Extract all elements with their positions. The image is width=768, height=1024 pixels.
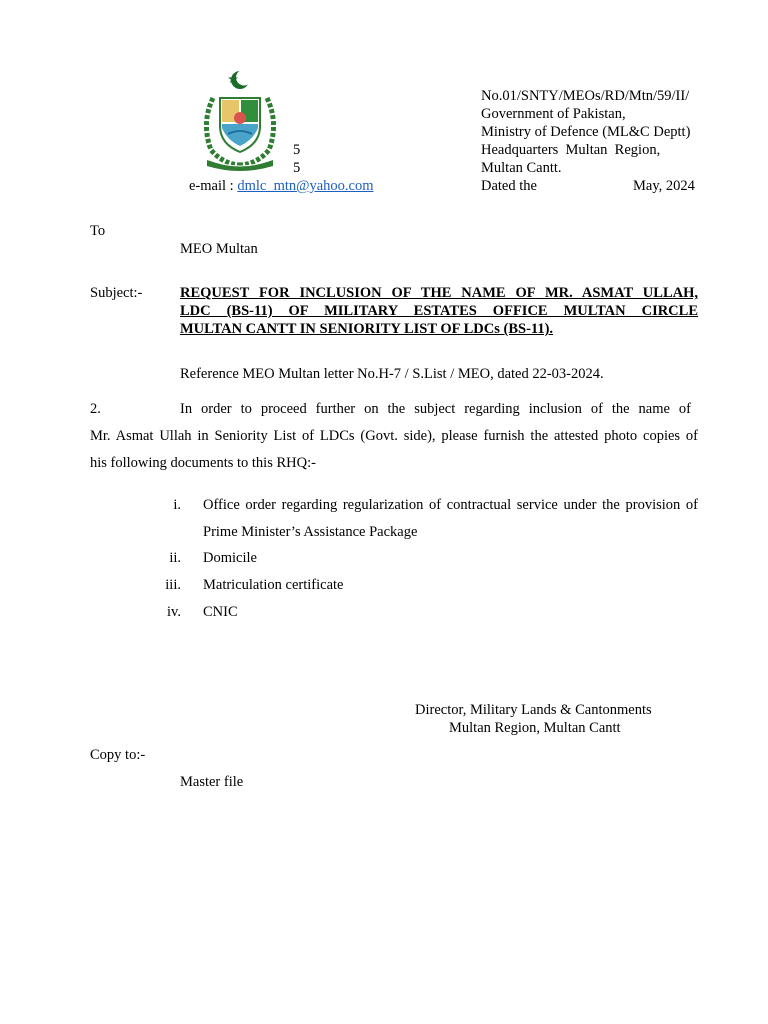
to-label: To bbox=[90, 223, 106, 239]
subject-line: LDC (BS-11) OF MILITARY ESTATES OFFICE MULTAN CIRCLE bbox=[180, 303, 698, 319]
paragraph-line: Mr. Asmat Ullah in Seniority List of LDCs (Govt. side), please furnish the attested photo copies of bbox=[90, 428, 698, 444]
paragraph-number: 2. bbox=[90, 401, 101, 417]
email-link[interactable]: dmlc_mtn@yahoo.com bbox=[237, 178, 374, 194]
subject-text bbox=[180, 284, 698, 338]
govt-line: Government of Pakistan, bbox=[481, 106, 626, 122]
list-item: Matriculation certificate bbox=[203, 577, 344, 593]
list-number: i. bbox=[173, 497, 181, 513]
dated-label: Dated the bbox=[481, 178, 537, 194]
paragraph-line: his following documents to this RHQ:- bbox=[90, 455, 316, 471]
side-number: 5 bbox=[293, 160, 301, 176]
list-item: Domicile bbox=[203, 550, 257, 566]
copy-to-item: Master file bbox=[180, 774, 244, 790]
copy-to-label: Copy to:- bbox=[90, 747, 146, 763]
signature-office: Multan Region, Multan Cantt bbox=[449, 720, 621, 736]
email-line bbox=[189, 177, 374, 195]
subject-line: MULTAN CANTT IN SENIORITY LIST OF LDCs (BS-11). bbox=[180, 321, 554, 337]
paragraph-line: In order to proceed further on the subject regarding inclusion of the name of bbox=[180, 401, 691, 417]
subject-line: REQUEST FOR INCLUSION OF THE NAME OF MR. ASMAT ULLAH, bbox=[180, 285, 698, 301]
dated-value: May, 2024 bbox=[633, 178, 695, 194]
reference-line: Reference MEO Multan letter No.H-7 / S.List / MEO, dated 22-03-2024. bbox=[180, 366, 604, 382]
signature-title: Director, Military Lands & Cantonments bbox=[415, 702, 652, 718]
subject-label: Subject:- bbox=[90, 285, 143, 301]
email-label: e-mail : bbox=[189, 178, 238, 194]
list-item: CNIC bbox=[203, 604, 238, 620]
cantt-line: Multan Cantt. bbox=[481, 160, 562, 176]
side-number: 5 bbox=[293, 142, 301, 158]
list-number: ii. bbox=[169, 550, 181, 566]
list-number: iii. bbox=[165, 577, 181, 593]
hq-line: Headquarters Multan Region, bbox=[481, 142, 661, 158]
addressee-name: MEO Multan bbox=[180, 241, 258, 257]
list-item: Office order regarding regularization of contractual service under the provision of bbox=[203, 497, 698, 513]
ref-number: No.01/SNTY/MEOs/RD/Mtn/59/II/ bbox=[481, 88, 690, 104]
list-item-continuation: Prime Minister’s Assistance Package bbox=[203, 524, 418, 540]
emblem-logo bbox=[193, 68, 287, 174]
ministry-line: Ministry of Defence (ML&C Deptt) bbox=[481, 124, 691, 140]
list-number: iv. bbox=[167, 604, 181, 620]
